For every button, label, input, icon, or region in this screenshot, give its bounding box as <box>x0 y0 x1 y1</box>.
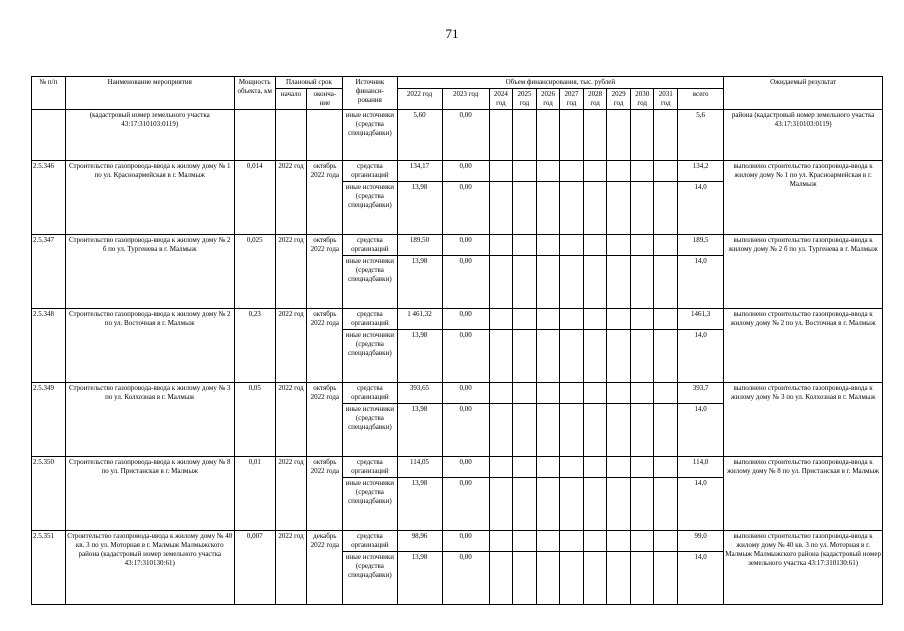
header-num: № п/п <box>32 77 66 110</box>
table-cell <box>654 552 678 605</box>
cell-2023: 0,00 <box>442 309 489 330</box>
table-cell <box>560 531 584 552</box>
table-cell <box>513 235 537 256</box>
table-cell <box>513 161 537 182</box>
cell-2022: 189,50 <box>397 235 442 256</box>
cell-total: 189,5 <box>678 235 724 256</box>
header-year: 2030 год <box>630 89 654 110</box>
header-year: 2027 год <box>560 89 584 110</box>
cell-2023: 0,00 <box>442 383 489 404</box>
row-capacity: 0,23 <box>234 309 275 383</box>
table-cell <box>560 309 584 330</box>
cell-total: 5,6 <box>678 110 724 161</box>
table-cell <box>654 457 678 478</box>
table-cell <box>630 383 654 404</box>
cell-2023: 0,00 <box>442 110 489 161</box>
row-end: октябрь 2022 года <box>307 161 343 235</box>
row-source: иные источники (средства спецнадбавки) <box>343 404 397 457</box>
table-cell <box>583 383 607 404</box>
cell-total: 99,0 <box>678 531 724 552</box>
table-cell <box>536 256 560 309</box>
table-row <box>32 457 883 478</box>
table-cell <box>489 404 513 457</box>
table-cell <box>536 457 560 478</box>
table-cell <box>583 182 607 235</box>
row-source: иные источники (средства спецнадбавки) <box>343 552 397 605</box>
table-row <box>32 235 883 256</box>
table-cell <box>654 309 678 330</box>
table-cell <box>513 457 537 478</box>
table-cell <box>489 161 513 182</box>
row-source: иные источники (средства спецнадбавки) <box>343 478 397 531</box>
table-cell <box>536 404 560 457</box>
header-plan: Плановый срок <box>275 77 343 89</box>
table-cell <box>513 309 537 330</box>
header-start: начало <box>275 89 307 110</box>
table-row <box>32 161 883 182</box>
table-cell <box>607 552 631 605</box>
row-number: 2.5.346 <box>32 161 66 235</box>
table-cell <box>583 404 607 457</box>
cell-2023: 0,00 <box>442 531 489 552</box>
table-cell <box>536 235 560 256</box>
table-cell <box>513 531 537 552</box>
cell-total: 14,0 <box>678 552 724 605</box>
row-name: Строительство газопровода-ввода к жилому дому № 8 по ул. Пристанская в г. Малмыж <box>65 457 234 531</box>
row-result: выполнено строительство газопровода-ввода к жилому дому № 3 по ул. Колхозная в г. Малмыж <box>724 383 883 457</box>
header-year: 2023 год <box>442 89 489 110</box>
table-row <box>32 383 883 404</box>
row-number: 2.5.348 <box>32 309 66 383</box>
header-volume: Объем финансирования, тыс. рублей <box>397 77 724 89</box>
table-cell <box>630 478 654 531</box>
row-name: Строительство газопровода-ввода к жилому дому № 40 кв. 3 по ул. Моторная в г. Малмыж Малмыжского района (кадастровый номер земельного участка 43:17:310130:61) <box>65 531 234 605</box>
table-cell <box>607 531 631 552</box>
table-cell <box>489 309 513 330</box>
row-capacity: 0,014 <box>234 161 275 235</box>
table-cell <box>654 235 678 256</box>
table-cell <box>560 256 584 309</box>
row-name: Строительство газопровода-ввода к жилому дому № 2 по ул. Восточная в г. Малмыж <box>65 309 234 383</box>
table-cell <box>583 235 607 256</box>
cell-2022: 13,98 <box>397 404 442 457</box>
row-source: иные источники (средства спецнадбавки) <box>343 182 397 235</box>
table-cell <box>583 161 607 182</box>
row-capacity: 0,01 <box>234 457 275 531</box>
row-name: Строительство газопровода-ввода к жилому дому № 1 по ул. Красноармейская в г. Малмыж <box>65 161 234 235</box>
header-year: 2022 год <box>397 89 442 110</box>
cell-total: 114,0 <box>678 457 724 478</box>
header-source: Источник финанси-рования <box>343 77 397 110</box>
table-cell <box>630 235 654 256</box>
table-cell <box>607 235 631 256</box>
table-row <box>32 531 883 552</box>
cell-2023: 0,00 <box>442 235 489 256</box>
table-cell <box>513 330 537 383</box>
cell-total: 14,0 <box>678 404 724 457</box>
table-cell <box>583 552 607 605</box>
cell-2022: 13,98 <box>397 330 442 383</box>
table-cell <box>536 330 560 383</box>
financing-table <box>31 76 883 605</box>
row-name: Строительство газопровода-ввода к жилому дому № 2 б по ул. Тургенева в г. Малмыж <box>65 235 234 309</box>
table-cell <box>513 256 537 309</box>
header-year: 2031 год <box>654 89 678 110</box>
table-cell <box>630 457 654 478</box>
row-name: (кадастровый номер земельного участка 43:17:310103:0119) <box>65 110 234 161</box>
table-cell <box>560 235 584 256</box>
header-capacity: Мощность объекта, км <box>234 77 275 110</box>
table-cell <box>607 478 631 531</box>
row-end: октябрь 2022 года <box>307 235 343 309</box>
table-cell <box>630 330 654 383</box>
row-name: Строительство газопровода-ввода к жилому дому № 3 по ул. Колхозная в г. Малмыж <box>65 383 234 457</box>
row-start: 2022 год <box>275 383 307 457</box>
table-cell <box>630 404 654 457</box>
cell-2023: 0,00 <box>442 478 489 531</box>
row-end: декабрь 2022 года <box>307 531 343 605</box>
table-cell <box>489 235 513 256</box>
cell-2023: 0,00 <box>442 457 489 478</box>
table-cell <box>583 478 607 531</box>
table-cell <box>654 256 678 309</box>
table-cell <box>489 552 513 605</box>
table-row <box>32 309 883 330</box>
row-number: 2.5.347 <box>32 235 66 309</box>
table-cell <box>630 182 654 235</box>
row-start: 2022 год <box>275 161 307 235</box>
cell-2022: 393,65 <box>397 383 442 404</box>
header-year: 2029 год <box>607 89 631 110</box>
cell-total: 14,0 <box>678 478 724 531</box>
cell-2022: 114,05 <box>397 457 442 478</box>
table-cell <box>630 309 654 330</box>
header-name: Наименование мероприятия <box>65 77 234 110</box>
table-cell <box>536 161 560 182</box>
row-source: средства организаций <box>343 531 397 552</box>
page-number: 71 <box>445 26 459 41</box>
table-cell <box>607 161 631 182</box>
row-result: района (кадастровый номер земельного участка 43:17:310103:0119) <box>724 110 883 161</box>
table-row <box>32 110 883 161</box>
table-cell <box>654 182 678 235</box>
cell-2023: 0,00 <box>442 256 489 309</box>
table-cell <box>489 457 513 478</box>
table-cell <box>583 330 607 383</box>
cell-2023: 0,00 <box>442 182 489 235</box>
table-cell <box>654 330 678 383</box>
row-start: 2022 год <box>275 235 307 309</box>
row-start: 2022 год <box>275 309 307 383</box>
row-source: иные источники (средства спецнадбавки) <box>343 110 397 161</box>
table-cell <box>560 383 584 404</box>
cell-2022: 134,17 <box>397 161 442 182</box>
cell-total: 14,0 <box>678 330 724 383</box>
table-cell <box>607 330 631 383</box>
cell-2022: 13,98 <box>397 256 442 309</box>
row-end: октябрь 2022 года <box>307 383 343 457</box>
row-start: 2022 год <box>275 457 307 531</box>
header-year: 2024 год <box>489 89 513 110</box>
row-source: средства организаций <box>343 383 397 404</box>
header-year: 2028 год <box>583 89 607 110</box>
cell-2023: 0,00 <box>442 404 489 457</box>
table-cell <box>536 531 560 552</box>
row-start: 2022 год <box>275 531 307 605</box>
table-cell <box>654 404 678 457</box>
row-source: иные источники (средства спецнадбавки) <box>343 256 397 309</box>
row-end: октябрь 2022 года <box>307 309 343 383</box>
cell-2022: 1 461,32 <box>397 309 442 330</box>
cell-total: 134,2 <box>678 161 724 182</box>
table-cell <box>630 256 654 309</box>
table-cell <box>489 182 513 235</box>
row-end: октябрь 2022 года <box>307 457 343 531</box>
table-cell <box>489 478 513 531</box>
row-number: 2.5.350 <box>32 457 66 531</box>
header-year: 2025 год <box>513 89 537 110</box>
table-cell <box>536 182 560 235</box>
table-cell <box>607 309 631 330</box>
table-cell <box>630 161 654 182</box>
header-year: 2026 год <box>536 89 560 110</box>
table-cell <box>513 182 537 235</box>
table-cell <box>654 161 678 182</box>
row-capacity: 0,007 <box>234 531 275 605</box>
table-cell <box>630 552 654 605</box>
table-cell <box>583 531 607 552</box>
table-cell <box>607 457 631 478</box>
row-result: выполнено строительство газопровода-ввода к жилому дому № 2 по ул. Восточная в г. Малмыж <box>724 309 883 383</box>
table-cell <box>560 161 584 182</box>
cell-total: 14,0 <box>678 182 724 235</box>
cell-2023: 0,00 <box>442 161 489 182</box>
cell-2023: 0,00 <box>442 552 489 605</box>
row-result: выполнено строительство газопровода-ввода к жилому дому № 40 кв. 3 по ул. Моторная в г. Малмыж Малмыжского района (кадастровый номер земельного участка 43:17:310130:61) <box>724 531 883 605</box>
row-result: выполнено строительство газопровода-ввода к жилому дому № 1 по ул. Красноармейская в г. Малмыж <box>724 161 883 235</box>
cell-2023: 0,00 <box>442 330 489 383</box>
table-cell <box>654 531 678 552</box>
row-result: выполнено строительство газопровода-ввода к жилому дому № 2 б по ул. Тургенева в г. Малмыж <box>724 235 883 309</box>
cell-total: 393,7 <box>678 383 724 404</box>
cell-2022: 13,98 <box>397 478 442 531</box>
cell-2022: 98,96 <box>397 531 442 552</box>
row-source: средства организаций <box>343 309 397 330</box>
table-cell <box>654 383 678 404</box>
header-total: всего <box>678 89 724 110</box>
table-cell <box>630 531 654 552</box>
table-cell <box>513 478 537 531</box>
row-number: 2.5.351 <box>32 531 66 605</box>
cell-total: 1461,3 <box>678 309 724 330</box>
row-capacity: 0,025 <box>234 235 275 309</box>
table-cell <box>513 404 537 457</box>
cell-2022: 13,98 <box>397 182 442 235</box>
row-result: выполнено строительство газопровода-ввода к жилому дому № 8 по ул. Пристанская в г. Малмыж <box>724 457 883 531</box>
cell-2022: 13,98 <box>397 552 442 605</box>
table-cell <box>536 309 560 330</box>
table-cell <box>489 383 513 404</box>
table-cell <box>583 309 607 330</box>
row-number: 2.5.349 <box>32 383 66 457</box>
table-cell <box>560 552 584 605</box>
table-cell <box>536 552 560 605</box>
table-cell <box>607 383 631 404</box>
table-cell <box>489 256 513 309</box>
table-cell <box>583 457 607 478</box>
table-cell <box>607 256 631 309</box>
table-cell <box>489 531 513 552</box>
table-cell <box>560 182 584 235</box>
table-cell <box>560 457 584 478</box>
row-source: средства организаций <box>343 235 397 256</box>
table-cell <box>560 404 584 457</box>
table-cell <box>654 478 678 531</box>
table-cell <box>583 256 607 309</box>
table-cell <box>536 478 560 531</box>
header-result: Ожидаемый результат <box>724 77 883 110</box>
table-cell <box>607 182 631 235</box>
table-cell <box>560 330 584 383</box>
table-cell <box>607 404 631 457</box>
cell-total: 14,0 <box>678 256 724 309</box>
row-source: средства организаций <box>343 161 397 182</box>
table-cell <box>560 478 584 531</box>
table-cell <box>536 383 560 404</box>
row-source: иные источники (средства спецнадбавки) <box>343 330 397 383</box>
table-cell <box>489 330 513 383</box>
table-cell <box>513 383 537 404</box>
table-cell <box>513 552 537 605</box>
row-source: средства организаций <box>343 457 397 478</box>
cell-2022: 5,60 <box>397 110 442 161</box>
header-end: оконча-ние <box>307 89 343 110</box>
row-capacity: 0,05 <box>234 383 275 457</box>
